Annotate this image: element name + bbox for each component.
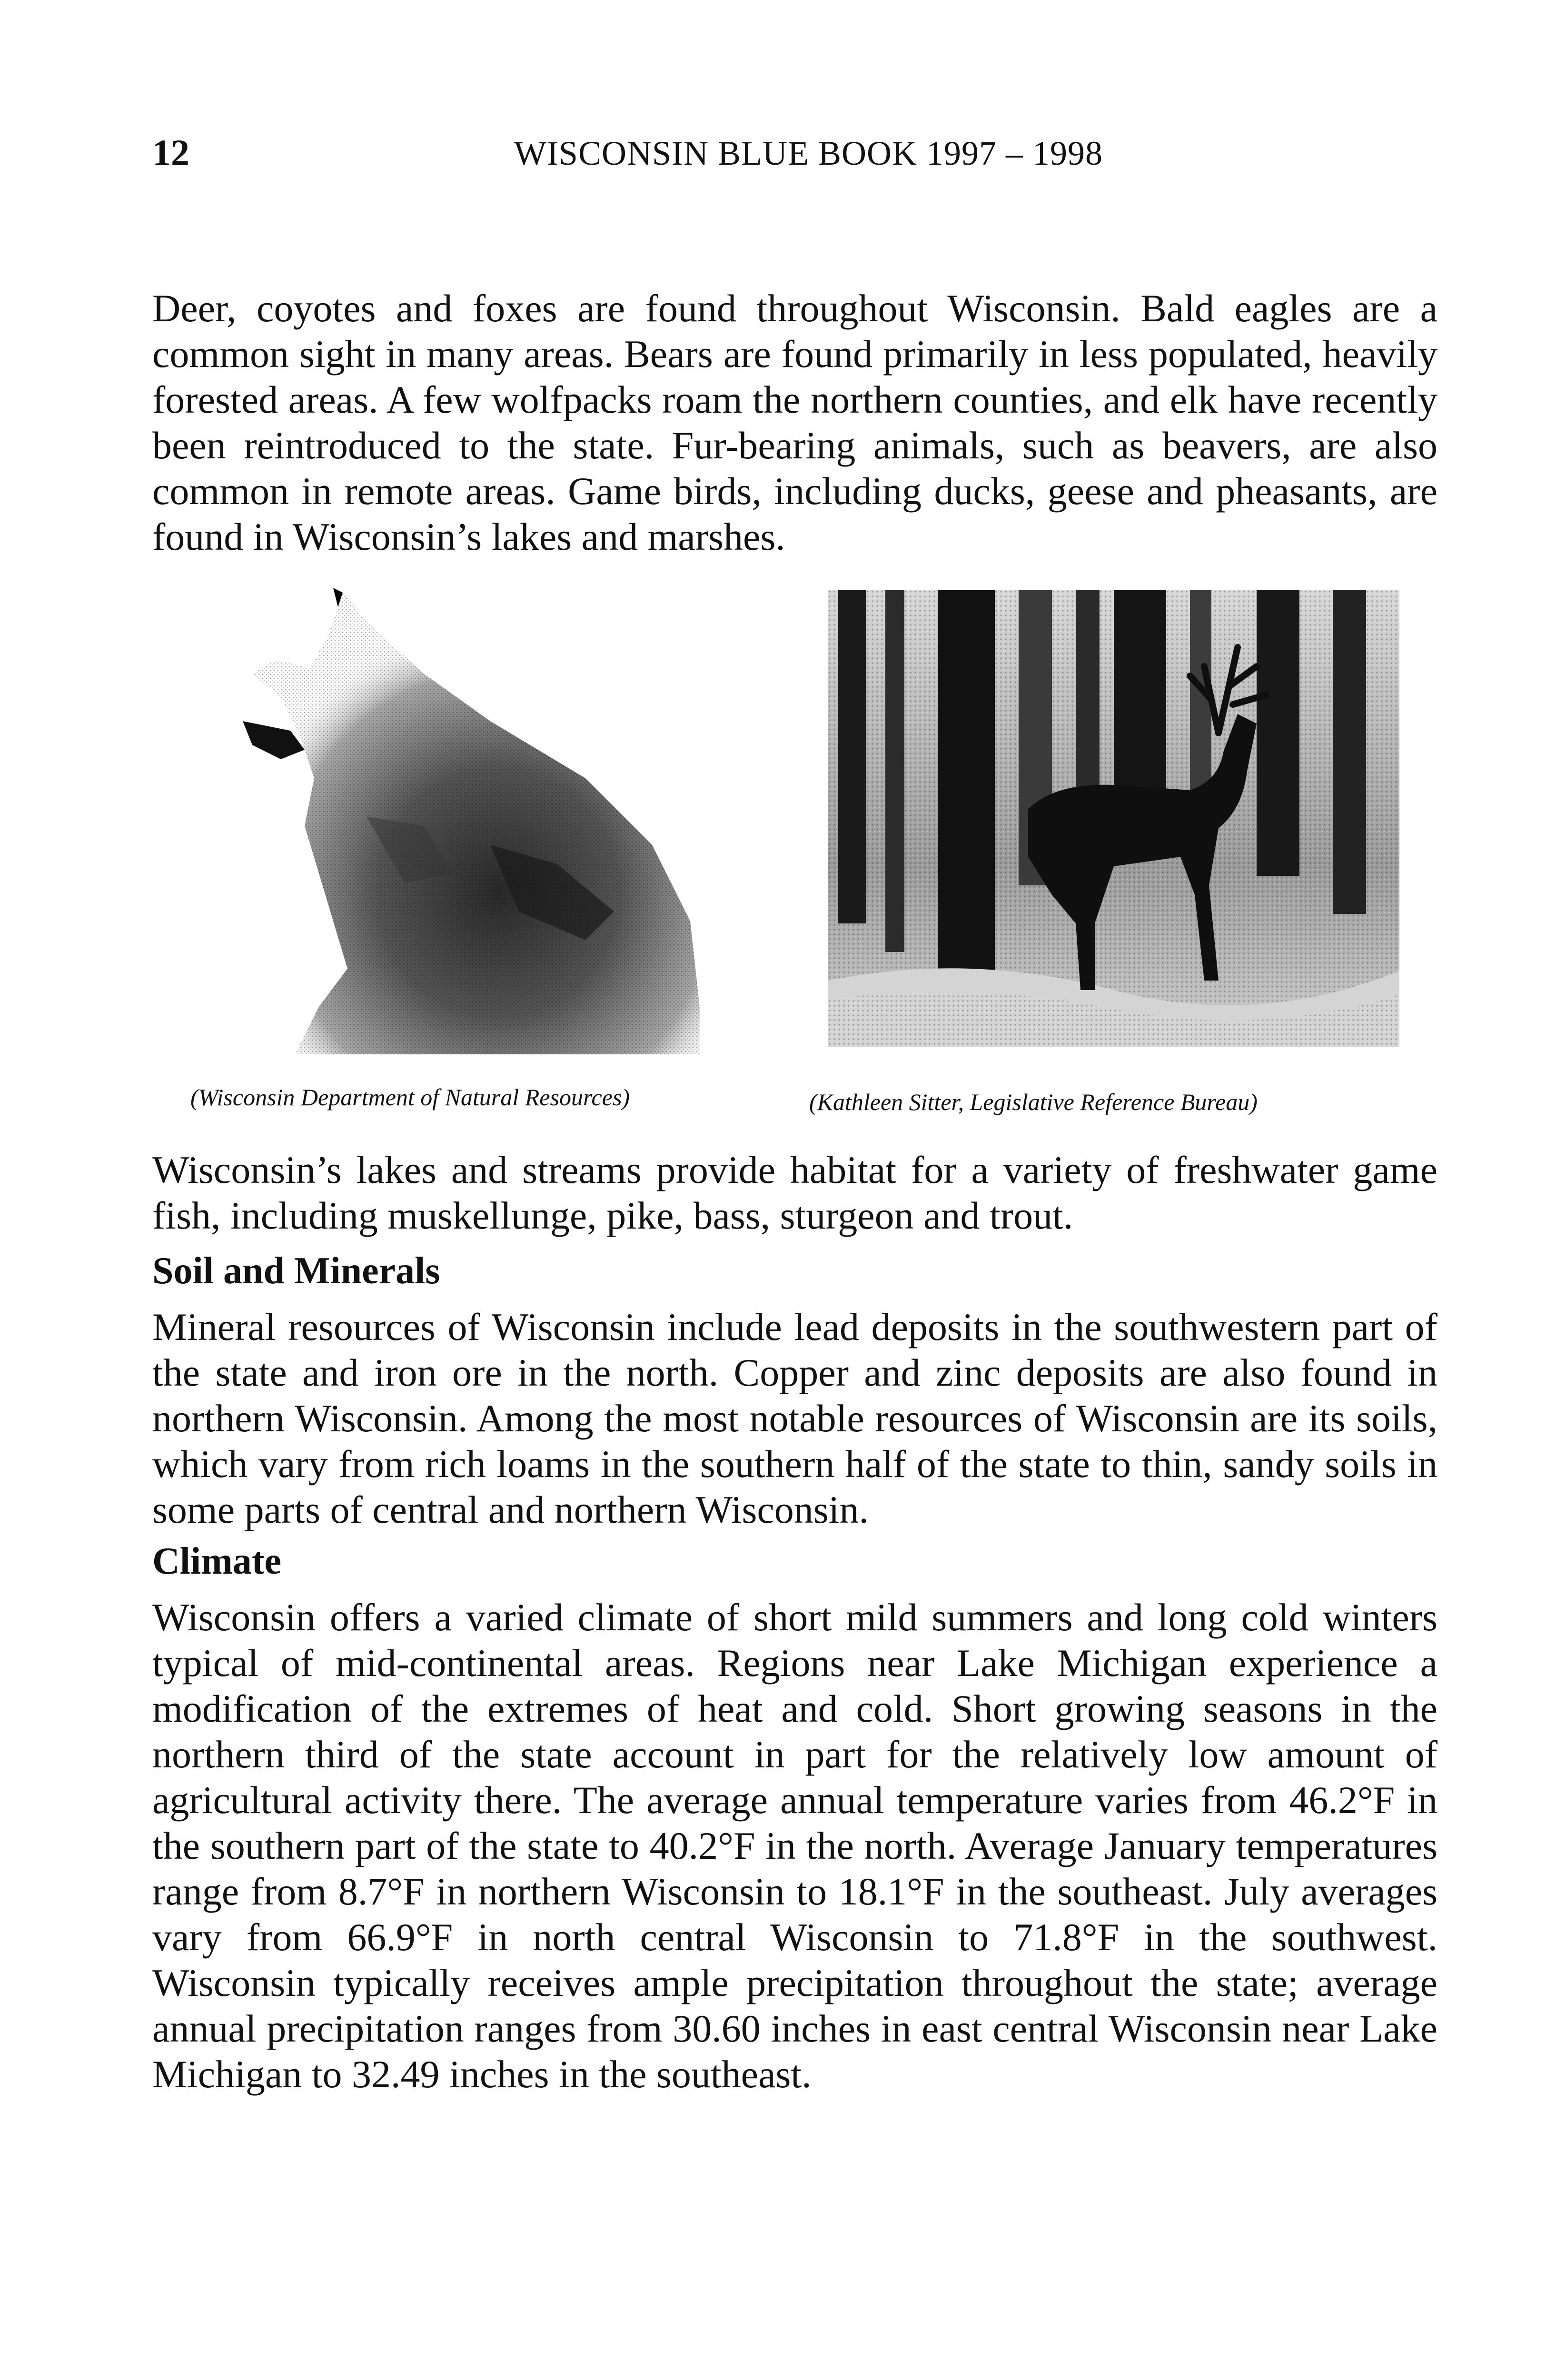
climate-heading: Climate — [152, 1540, 282, 1582]
climate-paragraph: Wisconsin offers a varied climate of short mild summers and long cold winters typical of mid-continental areas. Regions near Lake Michigan experience a modification of the extremes of heat and cold. Short growing seasons in the northern third of the state account in part for the relatively low amount of agricultural activity there. The average annual temperature varies from 46.2°F in the southern part of the state to 40.2°F in the north. Average January temperatures range from 8.7°F in northern Wisconsin to 18.1°F in the southeast. July averages vary from 66.9°F in north central Wisconsin to 71.8°F in the southwest. Wisconsin typically receives ample precipitation throughout the state; average annual precipitation ranges from 30.60 inches in east central Wisconsin near Lake Michigan to 32.49 inches in the southeast. — [152, 1596, 1437, 2096]
wolf-photo-credit: (Wisconsin Department of Natural Resources) — [190, 1084, 630, 1111]
wolf-photo — [224, 578, 728, 1054]
deer-photo-credit: (Kathleen Sitter, Legislative Reference Bureau) — [809, 1089, 1258, 1115]
fish-paragraph: Wisconsin’s lakes and streams provide habitat for a variety of freshwater game fish, including muskellunge, pike, bass, sturgeon and trout. — [152, 1148, 1437, 1237]
wildlife-paragraph: Deer, coyotes and foxes are found throughout Wisconsin. Bald eagles are a common sight in many areas. Bears are found primarily in less populated, heavily forested areas. A few wolfpacks roam the northern counties, and elk have recently been reintroduced to the state. Fur-bearing animals, such as beavers, are also common in remote areas. Game birds, including ducks, geese and pheasants, are found in Wisconsin’s lakes and marshes. — [152, 287, 1437, 558]
deer-photo — [828, 590, 1399, 1047]
page-number: 12 — [152, 132, 189, 173]
soil-minerals-paragraph: Mineral resources of Wisconsin include lead deposits in the southwestern part of the state and iron ore in the north. Copper and zinc deposits are also found in northern Wisconsin. Among the most notable resources of Wisconsin are its soils, which vary from rich loams in the southern half of the state to thin, sandy soils in some parts of central and northern Wisconsin. — [152, 1305, 1437, 1531]
soil-minerals-heading: Soil and Minerals — [152, 1250, 440, 1292]
running-head: WISCONSIN BLUE BOOK 1997 – 1998 — [514, 134, 1103, 172]
